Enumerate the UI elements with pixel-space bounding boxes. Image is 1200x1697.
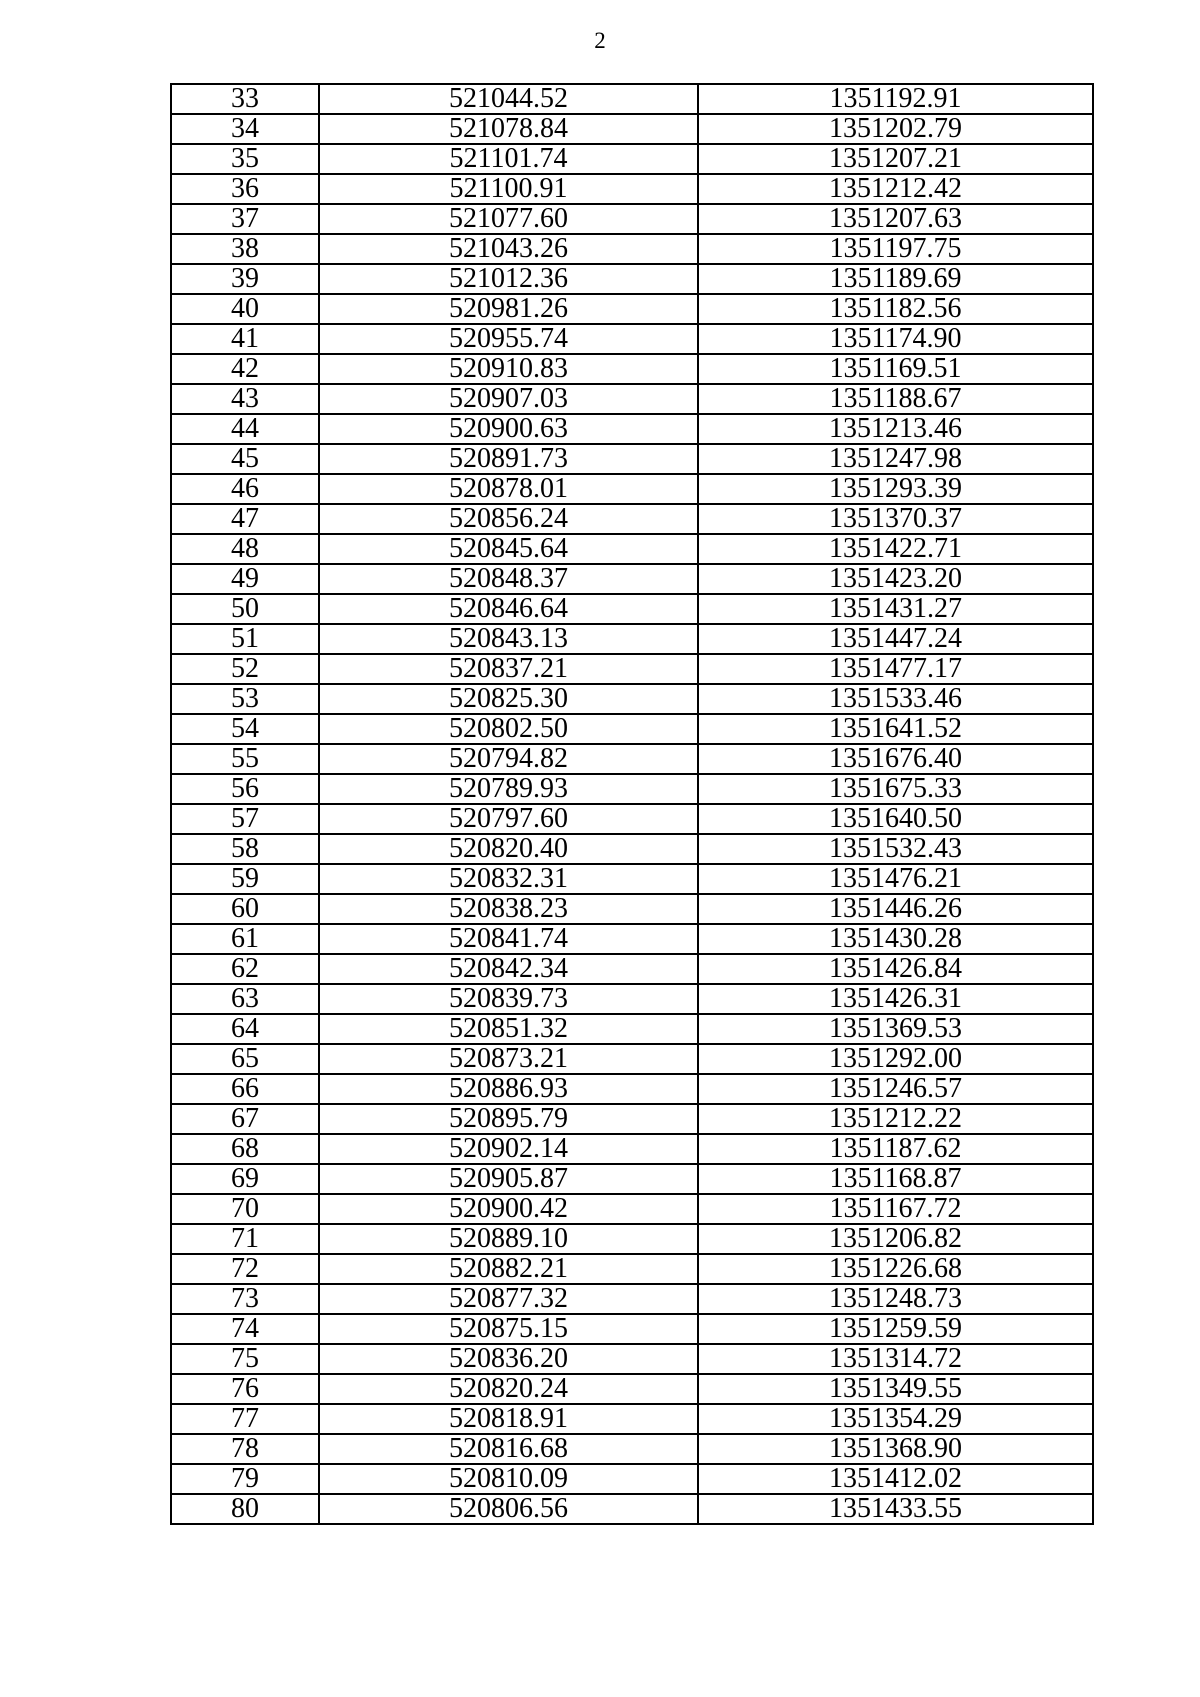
x-coordinate-cell: 520981.26 xyxy=(319,294,698,324)
x-coordinate-cell: 520851.32 xyxy=(319,1014,698,1044)
x-coordinate-cell: 520886.93 xyxy=(319,1074,698,1104)
x-coordinate-cell: 520877.32 xyxy=(319,1284,698,1314)
y-coordinate-cell: 1351349.55 xyxy=(698,1374,1093,1404)
point-number-cell: 58 xyxy=(171,834,319,864)
table-row xyxy=(171,1044,1093,1074)
x-coordinate-cell: 521078.84 xyxy=(319,114,698,144)
point-number-cell: 80 xyxy=(171,1494,319,1524)
y-coordinate-cell: 1351169.51 xyxy=(698,354,1093,384)
x-coordinate-cell: 520900.63 xyxy=(319,414,698,444)
point-number-cell: 63 xyxy=(171,984,319,1014)
y-coordinate-cell: 1351207.63 xyxy=(698,204,1093,234)
point-number-cell: 49 xyxy=(171,564,319,594)
table-row xyxy=(171,1434,1093,1464)
table-row xyxy=(171,384,1093,414)
y-coordinate-cell: 1351192.91 xyxy=(698,84,1093,114)
x-coordinate-cell: 521044.52 xyxy=(319,84,698,114)
point-number-cell: 71 xyxy=(171,1224,319,1254)
point-number-cell: 60 xyxy=(171,894,319,924)
point-number-cell: 48 xyxy=(171,534,319,564)
x-coordinate-cell: 520825.30 xyxy=(319,684,698,714)
x-coordinate-cell: 520955.74 xyxy=(319,324,698,354)
point-number-cell: 42 xyxy=(171,354,319,384)
x-coordinate-cell: 520905.87 xyxy=(319,1164,698,1194)
point-number-cell: 78 xyxy=(171,1434,319,1464)
point-number-cell: 79 xyxy=(171,1464,319,1494)
table-row xyxy=(171,1134,1093,1164)
x-coordinate-cell: 520836.20 xyxy=(319,1344,698,1374)
y-coordinate-cell: 1351187.62 xyxy=(698,1134,1093,1164)
y-coordinate-cell: 1351426.31 xyxy=(698,984,1093,1014)
y-coordinate-cell: 1351426.84 xyxy=(698,954,1093,984)
x-coordinate-cell: 520839.73 xyxy=(319,984,698,1014)
table-row xyxy=(171,414,1093,444)
table-row xyxy=(171,1254,1093,1284)
point-number-cell: 59 xyxy=(171,864,319,894)
coordinates-table-body xyxy=(171,84,1093,1524)
table-row xyxy=(171,864,1093,894)
table-row xyxy=(171,924,1093,954)
y-coordinate-cell: 1351188.67 xyxy=(698,384,1093,414)
table-row xyxy=(171,174,1093,204)
y-coordinate-cell: 1351212.42 xyxy=(698,174,1093,204)
point-number-cell: 64 xyxy=(171,1014,319,1044)
y-coordinate-cell: 1351202.79 xyxy=(698,114,1093,144)
point-number-cell: 69 xyxy=(171,1164,319,1194)
point-number-cell: 62 xyxy=(171,954,319,984)
table-row xyxy=(171,714,1093,744)
table-row xyxy=(171,774,1093,804)
table-row xyxy=(171,1494,1093,1524)
table-row xyxy=(171,1194,1093,1224)
point-number-cell: 54 xyxy=(171,714,319,744)
table-row xyxy=(171,684,1093,714)
y-coordinate-cell: 1351207.21 xyxy=(698,144,1093,174)
x-coordinate-cell: 520816.68 xyxy=(319,1434,698,1464)
page-number: 2 xyxy=(594,28,606,53)
point-number-cell: 53 xyxy=(171,684,319,714)
y-coordinate-cell: 1351314.72 xyxy=(698,1344,1093,1374)
x-coordinate-cell: 520846.64 xyxy=(319,594,698,624)
table-row xyxy=(171,1404,1093,1434)
point-number-cell: 74 xyxy=(171,1314,319,1344)
point-number-cell: 56 xyxy=(171,774,319,804)
point-number-cell: 75 xyxy=(171,1344,319,1374)
x-coordinate-cell: 520818.91 xyxy=(319,1404,698,1434)
x-coordinate-cell: 520832.31 xyxy=(319,864,698,894)
table-row xyxy=(171,474,1093,504)
table-row xyxy=(171,744,1093,774)
y-coordinate-cell: 1351447.24 xyxy=(698,624,1093,654)
table-row xyxy=(171,1074,1093,1104)
point-number-cell: 44 xyxy=(171,414,319,444)
x-coordinate-cell: 520845.64 xyxy=(319,534,698,564)
x-coordinate-cell: 521043.26 xyxy=(319,234,698,264)
x-coordinate-cell: 520895.79 xyxy=(319,1104,698,1134)
y-coordinate-cell: 1351168.87 xyxy=(698,1164,1093,1194)
table-row xyxy=(171,1104,1093,1134)
y-coordinate-cell: 1351676.40 xyxy=(698,744,1093,774)
point-number-cell: 39 xyxy=(171,264,319,294)
y-coordinate-cell: 1351182.56 xyxy=(698,294,1093,324)
table-row xyxy=(171,1314,1093,1344)
x-coordinate-cell: 520873.21 xyxy=(319,1044,698,1074)
y-coordinate-cell: 1351212.22 xyxy=(698,1104,1093,1134)
y-coordinate-cell: 1351167.72 xyxy=(698,1194,1093,1224)
coordinates-table xyxy=(170,83,1094,1525)
point-number-cell: 72 xyxy=(171,1254,319,1284)
table-row xyxy=(171,1164,1093,1194)
x-coordinate-cell: 520820.24 xyxy=(319,1374,698,1404)
table-row xyxy=(171,984,1093,1014)
point-number-cell: 43 xyxy=(171,384,319,414)
table-row xyxy=(171,354,1093,384)
y-coordinate-cell: 1351226.68 xyxy=(698,1254,1093,1284)
x-coordinate-cell: 520843.13 xyxy=(319,624,698,654)
x-coordinate-cell: 520810.09 xyxy=(319,1464,698,1494)
y-coordinate-cell: 1351369.53 xyxy=(698,1014,1093,1044)
table-row xyxy=(171,294,1093,324)
y-coordinate-cell: 1351532.43 xyxy=(698,834,1093,864)
y-coordinate-cell: 1351213.46 xyxy=(698,414,1093,444)
x-coordinate-cell: 520848.37 xyxy=(319,564,698,594)
point-number-cell: 73 xyxy=(171,1284,319,1314)
table-row xyxy=(171,594,1093,624)
point-number-cell: 68 xyxy=(171,1134,319,1164)
x-coordinate-cell: 520789.93 xyxy=(319,774,698,804)
table-row xyxy=(171,84,1093,114)
y-coordinate-cell: 1351292.00 xyxy=(698,1044,1093,1074)
y-coordinate-cell: 1351476.21 xyxy=(698,864,1093,894)
x-coordinate-cell: 520841.74 xyxy=(319,924,698,954)
y-coordinate-cell: 1351430.28 xyxy=(698,924,1093,954)
x-coordinate-cell: 520856.24 xyxy=(319,504,698,534)
y-coordinate-cell: 1351477.17 xyxy=(698,654,1093,684)
point-number-cell: 41 xyxy=(171,324,319,354)
x-coordinate-cell: 521101.74 xyxy=(319,144,698,174)
x-coordinate-cell: 520910.83 xyxy=(319,354,698,384)
table-row xyxy=(171,564,1093,594)
table-row xyxy=(171,804,1093,834)
point-number-cell: 33 xyxy=(171,84,319,114)
y-coordinate-cell: 1351370.37 xyxy=(698,504,1093,534)
table-row xyxy=(171,504,1093,534)
table-row xyxy=(171,1284,1093,1314)
point-number-cell: 61 xyxy=(171,924,319,954)
point-number-cell: 36 xyxy=(171,174,319,204)
y-coordinate-cell: 1351423.20 xyxy=(698,564,1093,594)
y-coordinate-cell: 1351206.82 xyxy=(698,1224,1093,1254)
x-coordinate-cell: 520907.03 xyxy=(319,384,698,414)
y-coordinate-cell: 1351259.59 xyxy=(698,1314,1093,1344)
x-coordinate-cell: 521012.36 xyxy=(319,264,698,294)
y-coordinate-cell: 1351641.52 xyxy=(698,714,1093,744)
table-row xyxy=(171,624,1093,654)
x-coordinate-cell: 520878.01 xyxy=(319,474,698,504)
table-row xyxy=(171,1014,1093,1044)
table-row xyxy=(171,534,1093,564)
table-row xyxy=(171,1374,1093,1404)
point-number-cell: 46 xyxy=(171,474,319,504)
point-number-cell: 65 xyxy=(171,1044,319,1074)
x-coordinate-cell: 520797.60 xyxy=(319,804,698,834)
table-row xyxy=(171,1224,1093,1254)
point-number-cell: 47 xyxy=(171,504,319,534)
table-row xyxy=(171,654,1093,684)
point-number-cell: 52 xyxy=(171,654,319,684)
y-coordinate-cell: 1351174.90 xyxy=(698,324,1093,354)
x-coordinate-cell: 520882.21 xyxy=(319,1254,698,1284)
table-row xyxy=(171,1464,1093,1494)
y-coordinate-cell: 1351246.57 xyxy=(698,1074,1093,1104)
x-coordinate-cell: 520794.82 xyxy=(319,744,698,774)
x-coordinate-cell: 520900.42 xyxy=(319,1194,698,1224)
point-number-cell: 50 xyxy=(171,594,319,624)
point-number-cell: 51 xyxy=(171,624,319,654)
x-coordinate-cell: 520806.56 xyxy=(319,1494,698,1524)
point-number-cell: 38 xyxy=(171,234,319,264)
y-coordinate-cell: 1351189.69 xyxy=(698,264,1093,294)
x-coordinate-cell: 520838.23 xyxy=(319,894,698,924)
point-number-cell: 55 xyxy=(171,744,319,774)
point-number-cell: 70 xyxy=(171,1194,319,1224)
table-row xyxy=(171,114,1093,144)
x-coordinate-cell: 521100.91 xyxy=(319,174,698,204)
table-row xyxy=(171,324,1093,354)
x-coordinate-cell: 520837.21 xyxy=(319,654,698,684)
y-coordinate-cell: 1351675.33 xyxy=(698,774,1093,804)
point-number-cell: 40 xyxy=(171,294,319,324)
x-coordinate-cell: 520902.14 xyxy=(319,1134,698,1164)
y-coordinate-cell: 1351293.39 xyxy=(698,474,1093,504)
x-coordinate-cell: 520842.34 xyxy=(319,954,698,984)
y-coordinate-cell: 1351533.46 xyxy=(698,684,1093,714)
table-row xyxy=(171,144,1093,174)
table-row xyxy=(171,204,1093,234)
x-coordinate-cell: 520889.10 xyxy=(319,1224,698,1254)
point-number-cell: 37 xyxy=(171,204,319,234)
x-coordinate-cell: 520891.73 xyxy=(319,444,698,474)
table-row xyxy=(171,234,1093,264)
y-coordinate-cell: 1351247.98 xyxy=(698,444,1093,474)
x-coordinate-cell: 520802.50 xyxy=(319,714,698,744)
y-coordinate-cell: 1351431.27 xyxy=(698,594,1093,624)
point-number-cell: 76 xyxy=(171,1374,319,1404)
y-coordinate-cell: 1351640.50 xyxy=(698,804,1093,834)
y-coordinate-cell: 1351412.02 xyxy=(698,1464,1093,1494)
point-number-cell: 57 xyxy=(171,804,319,834)
y-coordinate-cell: 1351446.26 xyxy=(698,894,1093,924)
table-row xyxy=(171,954,1093,984)
point-number-cell: 45 xyxy=(171,444,319,474)
point-number-cell: 77 xyxy=(171,1404,319,1434)
y-coordinate-cell: 1351248.73 xyxy=(698,1284,1093,1314)
x-coordinate-cell: 520820.40 xyxy=(319,834,698,864)
table-row xyxy=(171,1344,1093,1374)
y-coordinate-cell: 1351433.55 xyxy=(698,1494,1093,1524)
point-number-cell: 67 xyxy=(171,1104,319,1134)
point-number-cell: 34 xyxy=(171,114,319,144)
y-coordinate-cell: 1351368.90 xyxy=(698,1434,1093,1464)
y-coordinate-cell: 1351197.75 xyxy=(698,234,1093,264)
x-coordinate-cell: 521077.60 xyxy=(319,204,698,234)
table-row xyxy=(171,444,1093,474)
point-number-cell: 66 xyxy=(171,1074,319,1104)
point-number-cell: 35 xyxy=(171,144,319,174)
table-row xyxy=(171,834,1093,864)
y-coordinate-cell: 1351422.71 xyxy=(698,534,1093,564)
table-row xyxy=(171,264,1093,294)
y-coordinate-cell: 1351354.29 xyxy=(698,1404,1093,1434)
x-coordinate-cell: 520875.15 xyxy=(319,1314,698,1344)
table-row xyxy=(171,894,1093,924)
